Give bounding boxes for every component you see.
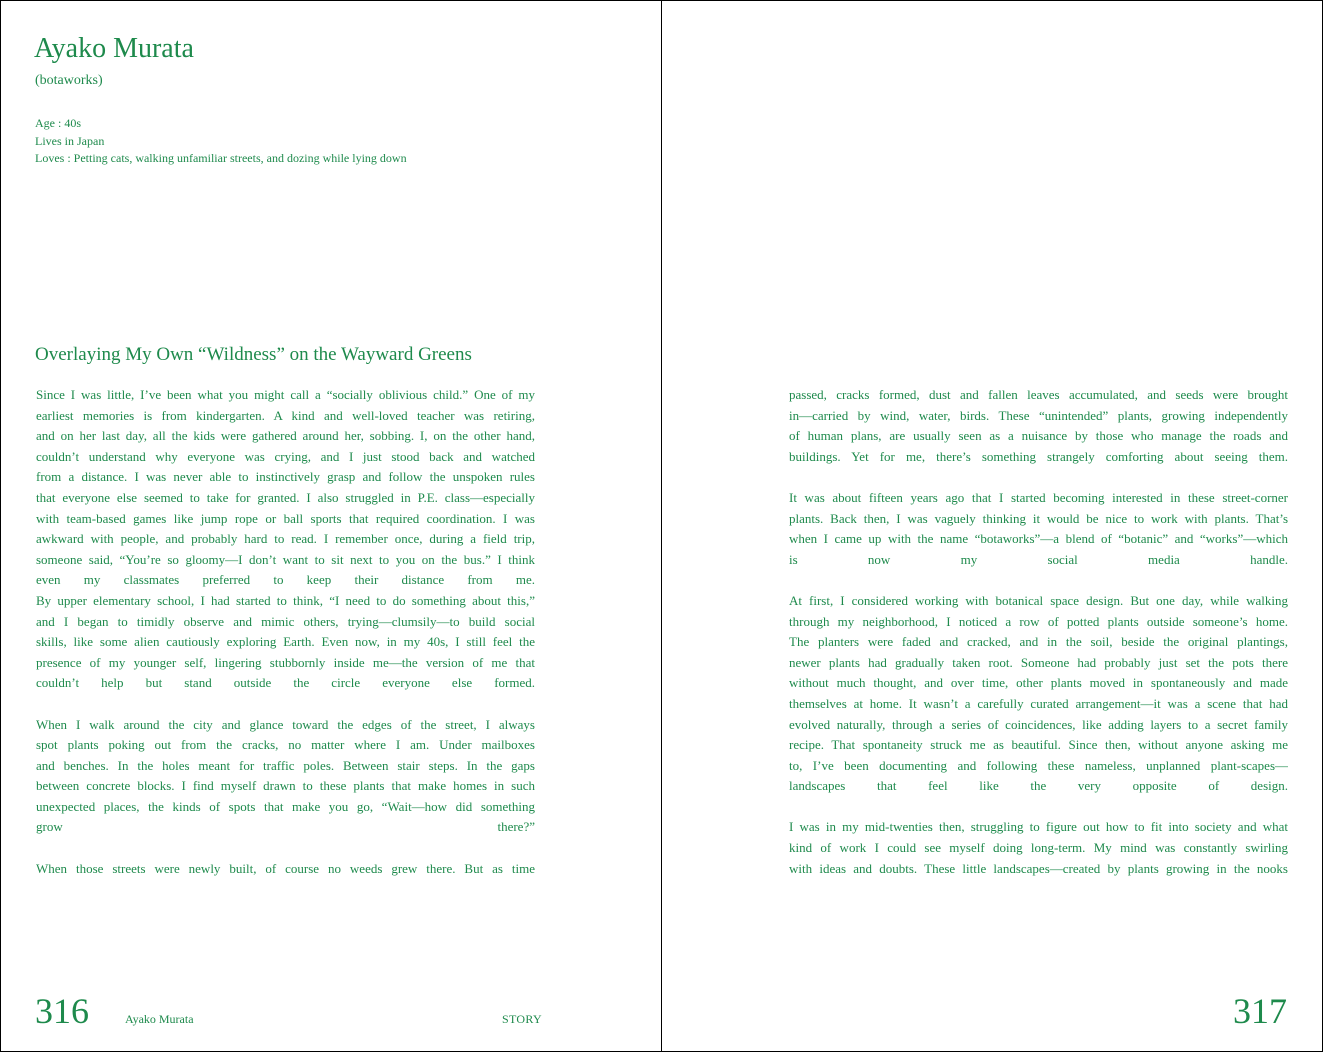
text-line: and I began to timidly observe and mimic others, trying—clumsily—to build social: [36, 613, 535, 629]
text-line: through my neighborhood, I noticed a row of potted plants outside someone’s home.: [789, 613, 1288, 629]
text-line: couldn’t understand why everyone was crying, and I just stood back and watched: [36, 448, 535, 464]
author-profile: [35, 115, 407, 168]
paragraph-gap: [36, 838, 535, 859]
paragraph-gap: [789, 467, 1288, 488]
text-line: unexpected places, the kinds of spots that make you go, “Wait—how did something: [36, 798, 535, 814]
text-line: awkward with people, and probably hard to read. I remember once, during a field trip,: [36, 531, 535, 547]
text-line: couldn’t help but stand outside the circle everyone else formed.: [36, 675, 535, 691]
text-line: from a distance. I was never able to instinctively grasp and follow the unspoken rules: [36, 469, 535, 485]
text-line: recipe. That spontaneity struck me as beautiful. Since then, without anyone asking me: [789, 737, 1288, 753]
text-line: and on her last day, all the kids were gathered around her, sobbing. I, on the other hand,: [36, 428, 535, 444]
running-footer-author: Ayako Murata: [125, 1012, 194, 1026]
text-line: newer plants had gradually taken root. Someone had probably just set the pots there: [789, 654, 1288, 670]
running-footer-section: STORY: [502, 1012, 542, 1026]
profile-residence: Lives in Japan: [35, 133, 105, 148]
text-line: It was about fifteen years ago that I started becoming interested in these street-corner: [789, 489, 1288, 505]
text-line: that everyone else seemed to take for granted. I also struggled in P.E. class—especially: [36, 489, 535, 505]
text-line: evolved naturally, through a series of coincidences, like adding layers to a secret family: [789, 716, 1288, 732]
text-line: landscapes that feel like the very opposite of design.: [789, 778, 1288, 794]
text-line: someone said, “You’re so gloomy—I don’t want to sit next to you on the bus.” I think: [36, 551, 535, 567]
profile-loves: Loves : Petting cats, walking unfamiliar streets, and dozing while lying down: [35, 151, 407, 165]
left-page: [1, 1, 662, 1051]
text-line: I was in my mid-twenties then, struggling to figure out how to fit into society and what: [789, 819, 1288, 835]
right-page: [662, 1, 1322, 1051]
text-line: passed, cracks formed, dust and fallen leaves accumulated, and seeds were brought: [789, 387, 1288, 402]
text-line: plants. Back then, I was vaguely thinking it would be nice to work with plants. That’s: [789, 510, 1288, 526]
text-line: buildings. Yet for me, there’s something strangely comforting about seeing them.: [789, 448, 1288, 464]
chapter-title: Overlaying My Own “Wildness” on the Wayward Greens: [35, 344, 472, 365]
author-name: Ayako Murata: [34, 33, 194, 64]
right-body-text: [789, 385, 1288, 879]
author-handle: (botaworks): [35, 73, 103, 88]
text-line: grow there?”: [36, 819, 535, 835]
text-line: is now my social media handle.: [789, 551, 1288, 567]
text-line: without much thought, and over time, other plants moved in spontaneously and made: [789, 675, 1288, 691]
text-line: When those streets were newly built, of course no weeds grew there. But as time: [36, 860, 535, 876]
profile-age: Age : 40s: [35, 116, 81, 130]
left-body-text: [36, 385, 535, 879]
text-line: themselves at home. It wasn’t a carefully curated arrangement—it was a scene that had: [789, 695, 1288, 711]
page-number-left: 316: [35, 991, 89, 1031]
paragraph-gap: [789, 797, 1288, 818]
page-number-right: 317: [1233, 991, 1287, 1031]
text-line: Since I was little, I’ve been what you might call a “socially oblivious child.” One of my: [36, 387, 535, 402]
paragraph-gap: [36, 694, 535, 715]
text-line: in—carried by wind, water, birds. These “unintended” plants, growing independently: [789, 407, 1288, 423]
text-line: when I came up with the name “botaworks”—a blend of “botanic” and “works”—which: [789, 531, 1288, 547]
text-line: skills, like some alien cautiously exploring Earth. Even now, in my 40s, I still feel the: [36, 634, 535, 650]
text-line: When I walk around the city and glance toward the edges of the street, I always: [36, 716, 535, 732]
text-line: kind of work I could see myself doing long-term. My mind was constantly swirling: [789, 840, 1288, 856]
text-line: The planters were faded and cracked, and in the soil, beside the original plantings,: [789, 634, 1288, 650]
text-line: even my classmates preferred to keep their distance from me.: [36, 572, 535, 588]
text-line: with ideas and doubts. These little landscapes—created by plants growing in the nooks: [789, 860, 1288, 876]
text-line: between concrete blocks. I find myself drawn to these plants that make homes in such: [36, 778, 535, 794]
text-line: with team-based games like jump rope or ball sports that required coordination. I was: [36, 510, 535, 526]
text-line: earliest memories is from kindergarten. A kind and well-loved teacher was retiring,: [36, 407, 535, 423]
text-line: spot plants poking out from the cracks, no matter where I am. Under mailboxes: [36, 737, 535, 753]
text-line: and benches. In the holes meant for traffic poles. Between stair steps. In the gaps: [36, 757, 535, 773]
text-line: By upper elementary school, I had started to think, “I need to do something about this,”: [36, 592, 535, 608]
text-line: At first, I considered working with botanical space design. But one day, while walking: [789, 592, 1288, 608]
text-line: of human plans, are usually seen as a nuisance by those who manage the roads and: [789, 428, 1288, 444]
text-line: presence of my younger self, lingering stubbornly inside me—the version of me that: [36, 654, 535, 670]
paragraph-gap: [789, 570, 1288, 591]
text-line: to, I’ve been documenting and following these nameless, unplanned plant-scapes—: [789, 757, 1288, 773]
